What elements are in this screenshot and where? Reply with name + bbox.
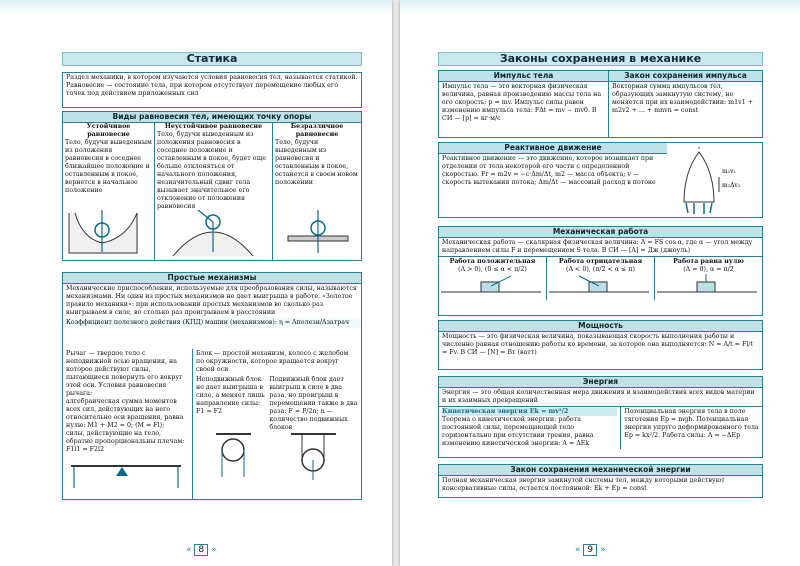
energy-conservation-section: Закон сохранения механической энергии Полная механическая энергия замкнутой системы тел, между которыми действуют консервативные силы, остается постоянной: Ek + Ep = const [438,464,763,498]
page-title: Законы сохранения в механике [438,52,763,66]
unstable-figure [163,208,263,258]
section-header: Энергия [439,377,762,388]
kinetic-energy: Кинетическая энергия Ek = mv²/2 Теорема о кинетической энергии: работа постоянной силы, перемещающей тело горизонтально при отсутствии трения, равна изменению кинетической энергии: A = ΔEk [439,407,621,449]
section-header: Простые механизмы [63,273,361,284]
top-band [0,0,392,14]
neutral-figure [283,208,353,258]
rocket-figure [674,147,759,215]
top-band [400,0,800,14]
page-number: « 9 » [575,545,606,555]
jet-propulsion-section: Реактивное движение Реактивное движение — это движение, которое возникает при отделении от тела некоторой его части с определенной скоростью. Fr = m2v = −c·Δm/Δt, m2 — масса объекта; v — скорость вытекания потока; Δm/Δt — массовый расход в потоке m₁v₁ m₂Δv₂ [438,142,763,218]
power-section: Мощность Мощность — это физическая величина, показывающая скорость выполнения работы и численно равная отношению работы ко времени, за которое она выполняется: N = A/t = Fl/t = Fv. В СИ — [N] = Вт (ватт) [438,320,763,370]
lever-block: Рычаг — твердое тело с неподвижной осью вращения, на которое действуют силы, пытающиеся повернуть его вокруг этой оси. Условия равновесия рычага: алгебраическая сумма моментов всех сил, действующих на него относительно оси вращения, равна нулю: M1 + M2 = 0; (M = Fl); силы, действующие на тело, обратно пропорциональны плечам: F1l1 = F2l2 [63,349,193,499]
section-header: Закон сохранения механической энергии [439,465,762,476]
neutral-column: Безразличное равновесие Тело, будучи выведенным из равновесия и оставленным в покое, останется в своем новом положении [275,123,358,186]
moving-block-text: Подвижный блок дает выигрыш в силе в два раза, но проигрыш в перемещении также в два раза: F = P/2n; n — количество подвижных блоков [269,376,358,431]
momentum-header: Импульс тела [439,71,608,82]
page-title: Статика [62,52,362,66]
left-page [0,0,392,566]
block-section: Блок — простой механизм, колесо с желобом по окружности, которое вращается вокруг своей оси Неподвижный блок не дает выигрыша в силе, а меняет лишь направление силы: F1 = F2 Подвижный блок дает выигрыш в силе в два раза, но проигрыш в перемещении также в два раза: F = P/2n; n — количество подвижных блоков [193,349,361,499]
momentum-section: Импульс тела Импульс тела — это векторная физическая величина, равная произведению массы тела на его скорость: p = mv. Импульс силы равен изменению импульса тела: FΔt = mv − mv0. В СИ — [p] = кг·м/с Закон сохранения импульса Векторная сумма импульсов тел, образующих замкнутую систему, не меняется при их взаимодействии: m1v1 + m2v2 + ... + mnvn = const [438,70,763,138]
unstable-column: Неустойчивое равновесие Тело, будучи выведенным из положения равновесия в соседнее положение и оставленным в покое, будет еще больше отклоняться от начального положения, незначительный сдвиг тела вызывает значительное его отклонение от положения равновесия [155,122,273,260]
stable-column: Устойчивое равновесие Тело, будучи выведенным из положения равновесия в соседнее ближайшее положение и оставленным в покое, вернется в начальное положение [63,122,155,260]
energy-section: Энергия Энергия — это общая количественная мера движения и взаимодействия всех видов материи и их взаимных превращений Кинетическая энергия Ek = mv²/2 Теорема о кинетической энергии: работа постоянной силы, перемещающей тело горизонтально при отсутствии трения, равна изменению кинетической энергии: A = ΔEk Потенциальная энергия тела в поле тяготения Ep = mgh. Потенциальная энергия упруго деформированного тела Ep = kx²/2. Работа силы: A = −ΔEp [438,376,763,458]
section-header: Механическая работа [439,227,762,238]
simple-mechanisms-section: Простые механизмы Механические приспособления, используемые для преобразования силы, называются механизмами. Ни один из простых механизмов не дает выигрыша в работе. «Золотое правило механики»: при использовании простых механизмов во сколько раз выигрываем в силе, во столько раз проигрываем в расстоянии Коэффициент полезного действия (КПД) машин (механизмов): η = Aполезн/Aзатрач Рычаг — твердое тело с неподвижной осью вращения, на которое действуют силы, пытающиеся повернуть его вокруг этой оси. Условия равновесия рычага: алгебраическая сумма моментов всех сил, действующих на него относительно оси вращения, равна нулю: M1 + M2 = 0; (M = Fl); силы, действующие на тело, обратно пропорциональны плечам: F1l1 = F2l2 Блок — простой механизм, колесо с желобом по окружности, которое вращается вокруг своей оси Неподвижный блок не дает выигрыша в силе, а меняет лишь направление силы: F1 = F2 Подвижный блок дает выигрыш в силе в два раза, но проигрыш в перемещении также в два раза: F = P/2n; n — количество подвижных блоков [62,272,362,500]
work-negative: Работа отрицательная (A < 0), (π/2 < α ≤ π) [547,257,655,300]
stable-figure [67,208,155,258]
potential-energy: Потенциальная энергия тела в поле тяготения Ep = mgh. Потенциальная энергия упруго деформированного тела Ep = kx²/2. Работа силы: A = −ΔEp [624,408,759,439]
page-number: « 8 » [186,545,217,555]
svg-text:m₁v₁: m₁v₁ [722,168,736,175]
pulley-figures [196,432,361,482]
work-section: Механическая работа Механическая работа — скалярная физическая величина: A = FS cos α, где α — угол между направлением силы F и перемещением S тела. В СИ — [A] = Дж (джоуль) Работа положительная (A > 0), (0 ≤ α < π/2) Работа отрицательная (A < 0), (π/2 < α ≤ π) Работа равна нулю (A = 0), α = π/2 [438,226,763,316]
right-page [400,0,800,566]
work-zero: Работа равна нулю (A = 0), α = π/2 [655,257,762,300]
section-header: Мощность [439,321,762,332]
conservation-header: Закон сохранения импульса [609,71,762,82]
equilibrium-section [62,111,362,261]
svg-text:m₂Δv₂: m₂Δv₂ [722,182,741,189]
work-positive: Работа положительная (A > 0), (0 ≤ α < π/2) [439,257,547,300]
fixed-block-text: Неподвижный блок не дает выигрыша в силе, а меняет лишь направление силы: F1 = F2 [196,376,265,415]
lever-figure [66,454,186,494]
efficiency-formula: Коэффициент полезного действия (КПД) машин (механизмов): η = Aполезн/Aзатрач [63,318,361,328]
section-header: Реактивное движение [439,143,667,154]
statics-definition: Раздел механики, в котором изучаются условия равновесия тел, называется статикой. Равновесие — состояние тела, при котором отсутствует перемещение любых его точек под действием приложенных сил [62,72,362,108]
section-header: Виды равновесия тел, имеющих точку опоры [63,112,361,123]
